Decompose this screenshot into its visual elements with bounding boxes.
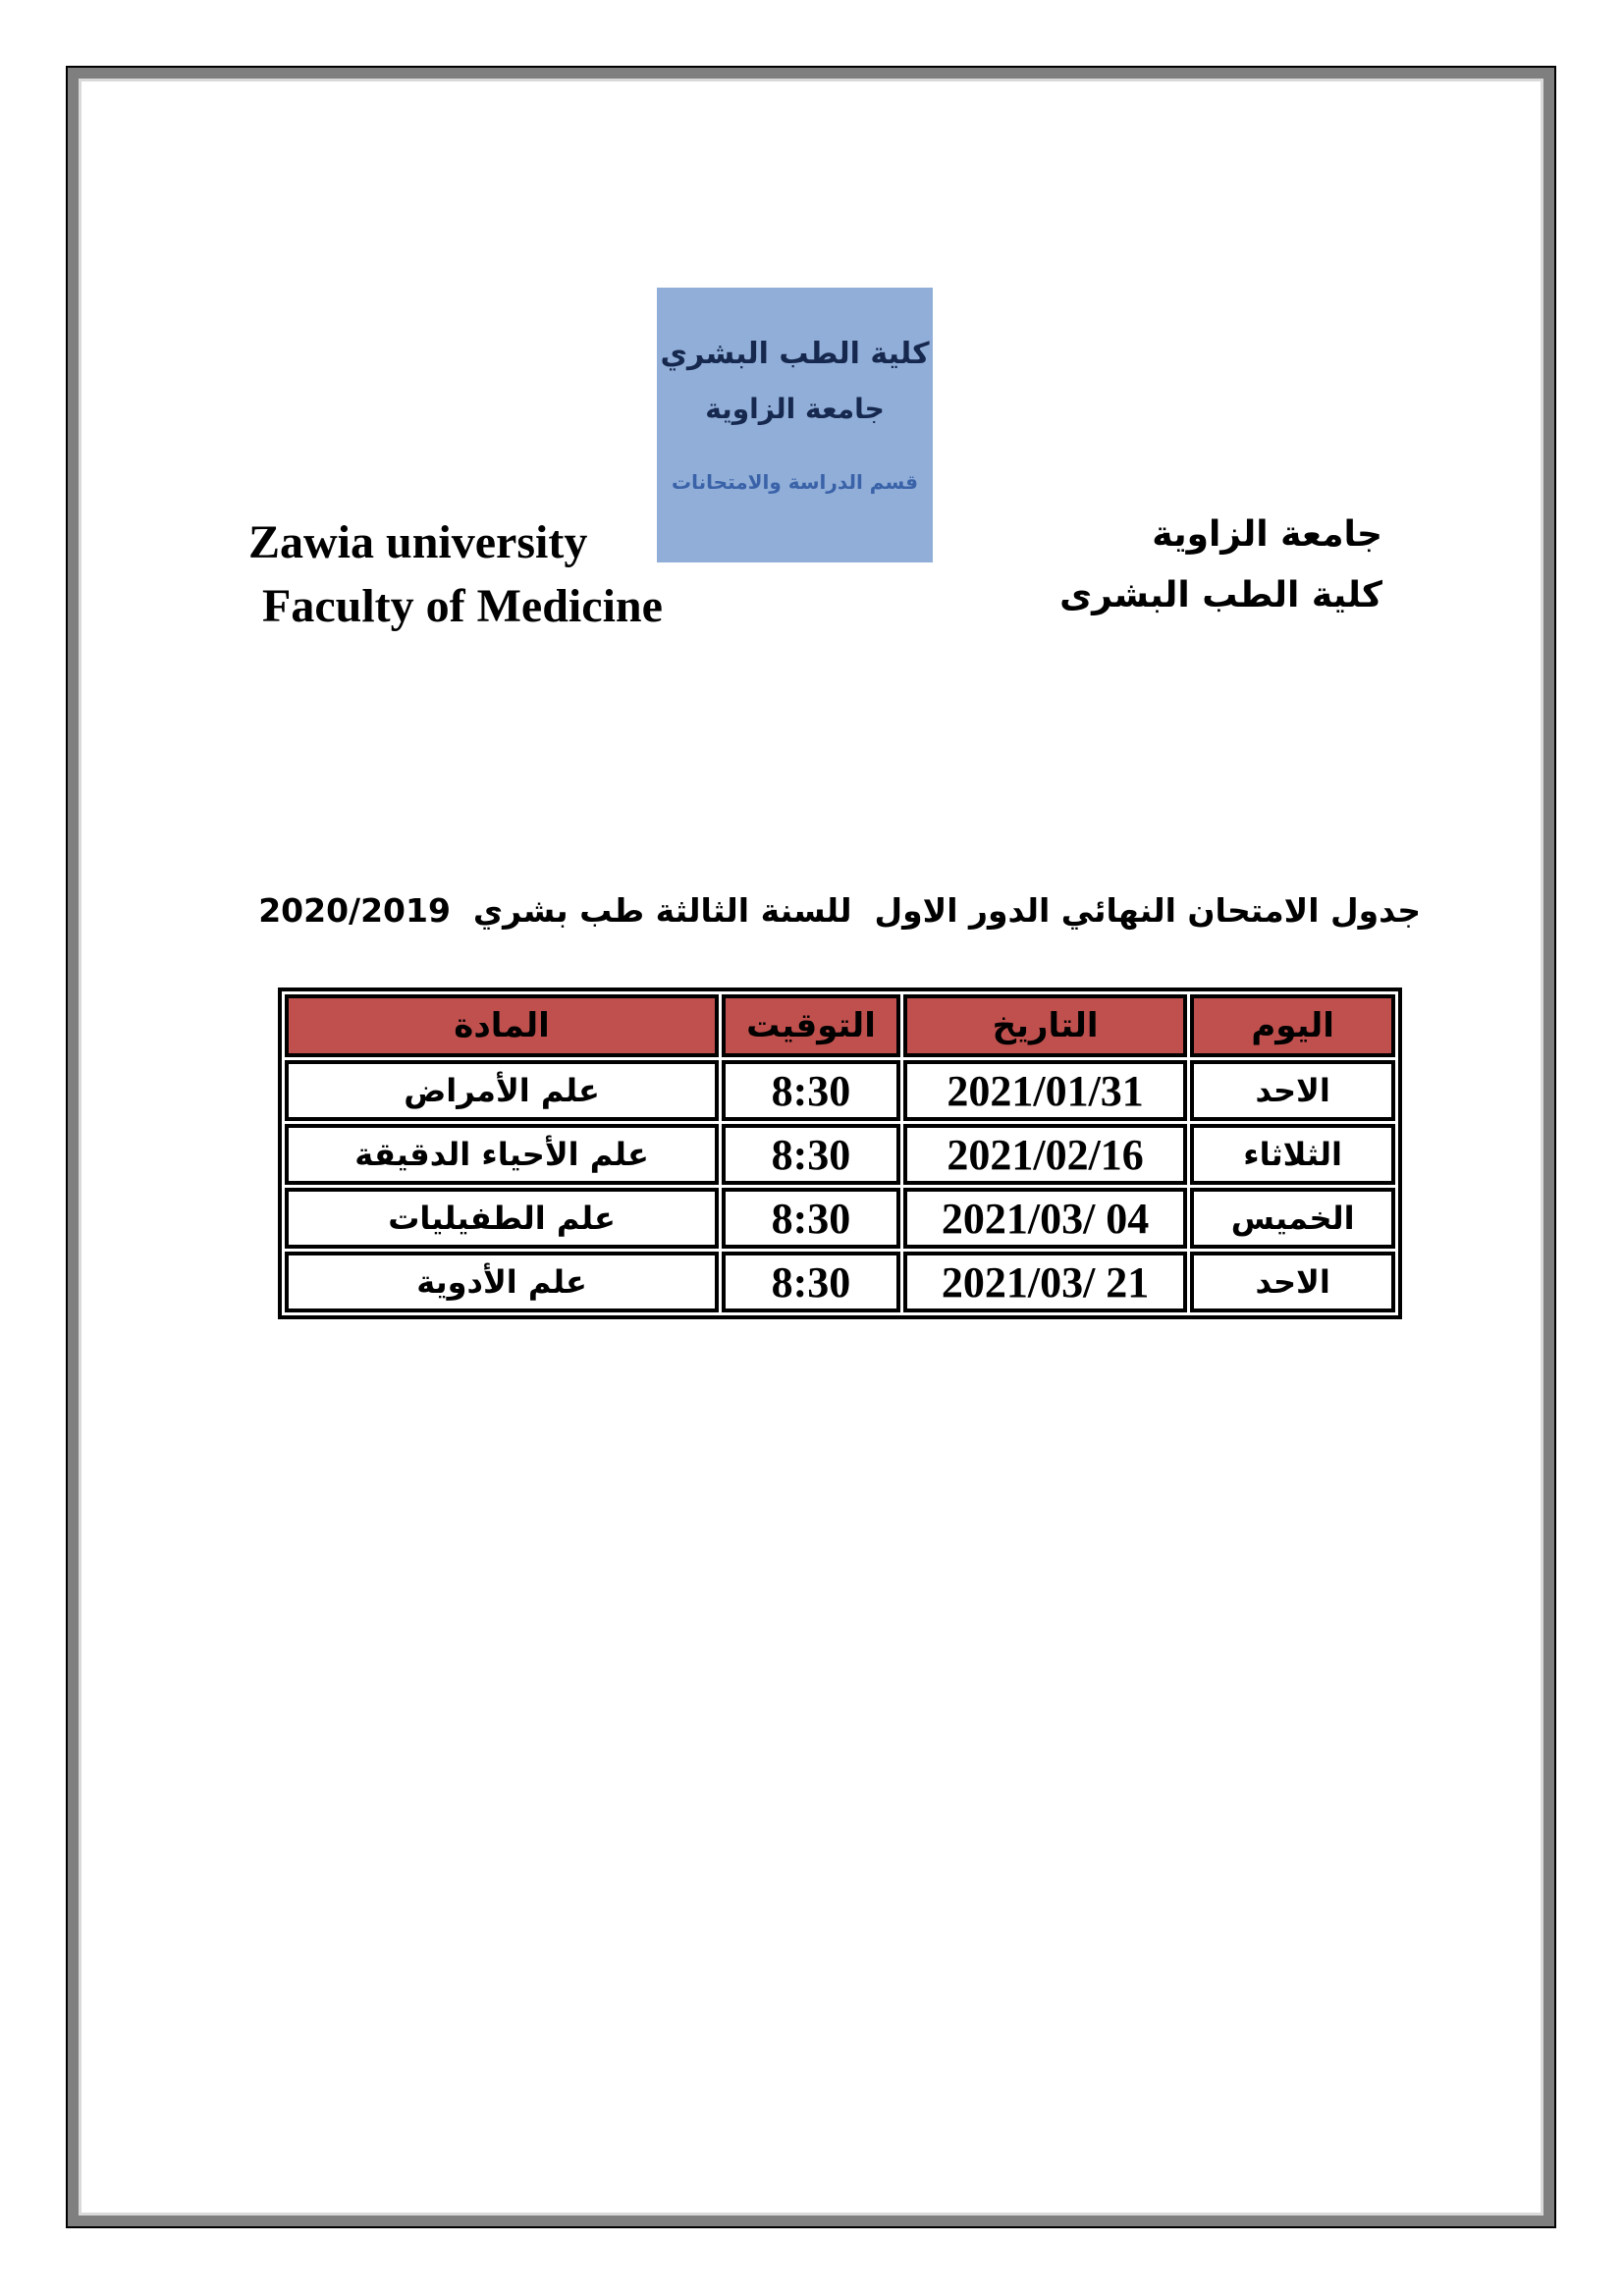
subject-cell: علم الطفيليات: [285, 1188, 719, 1249]
day-cell: الخميس: [1190, 1188, 1395, 1249]
time-cell: 8:30: [722, 1124, 900, 1185]
date-cell: [903, 1188, 1187, 1249]
english-header: [248, 510, 663, 638]
date-cell: [903, 1060, 1187, 1121]
day-cell: الثلاثاء: [1190, 1124, 1395, 1185]
faculty-logo: [657, 288, 933, 562]
subject-cell: علم الأحياء الدقيقة: [285, 1124, 719, 1185]
day-cell: الاحد: [1190, 1252, 1395, 1312]
date-cell: [903, 1124, 1187, 1185]
subject-cell: علم الأمراض: [285, 1060, 719, 1121]
time-cell: 8:30: [722, 1060, 900, 1121]
day-cell: الاحد: [1190, 1060, 1395, 1121]
schedule-title: جدول الامتحان النهائي الدور الاول للسنة الثالثة طب بشري 2020/2019: [258, 891, 1421, 930]
logo-faculty-name: كلية الطب البشري: [660, 337, 930, 371]
table-header-row: [285, 994, 1395, 1057]
time-cell: 8:30: [722, 1252, 900, 1312]
date-value: 2021/03/ 21: [941, 1257, 1150, 1307]
logo-department-name: قسم الدراسة والامتحانات: [672, 470, 918, 494]
date-value: 2021/01/31: [947, 1066, 1144, 1115]
logo-university-name: جامعة الزاوية: [705, 393, 885, 425]
university-name-arabic: جامعة الزاوية: [1152, 514, 1382, 555]
arabic-header: [1059, 505, 1382, 626]
university-name-english: Zawia university: [248, 516, 588, 568]
faculty-name-arabic: كلية الطب البشرى: [1059, 575, 1382, 615]
table-row: [285, 1188, 1395, 1249]
time-cell: 8:30: [722, 1188, 900, 1249]
table-row: [285, 1252, 1395, 1312]
date-value: 2021/03/ 04: [941, 1194, 1150, 1243]
faculty-name-english: Faculty of Medicine: [262, 580, 663, 632]
column-header-day: اليوم: [1190, 994, 1395, 1057]
date-value: 2021/02/16: [947, 1130, 1144, 1179]
column-header-date: التاريخ: [903, 994, 1187, 1057]
table-row: [285, 1124, 1395, 1185]
column-header-time: التوقيت: [722, 994, 900, 1057]
exam-schedule-table: [278, 988, 1402, 1319]
table-row: [285, 1060, 1395, 1121]
column-header-subject: المادة: [285, 994, 719, 1057]
subject-cell: علم الأدوية: [285, 1252, 719, 1312]
date-cell: [903, 1252, 1187, 1312]
